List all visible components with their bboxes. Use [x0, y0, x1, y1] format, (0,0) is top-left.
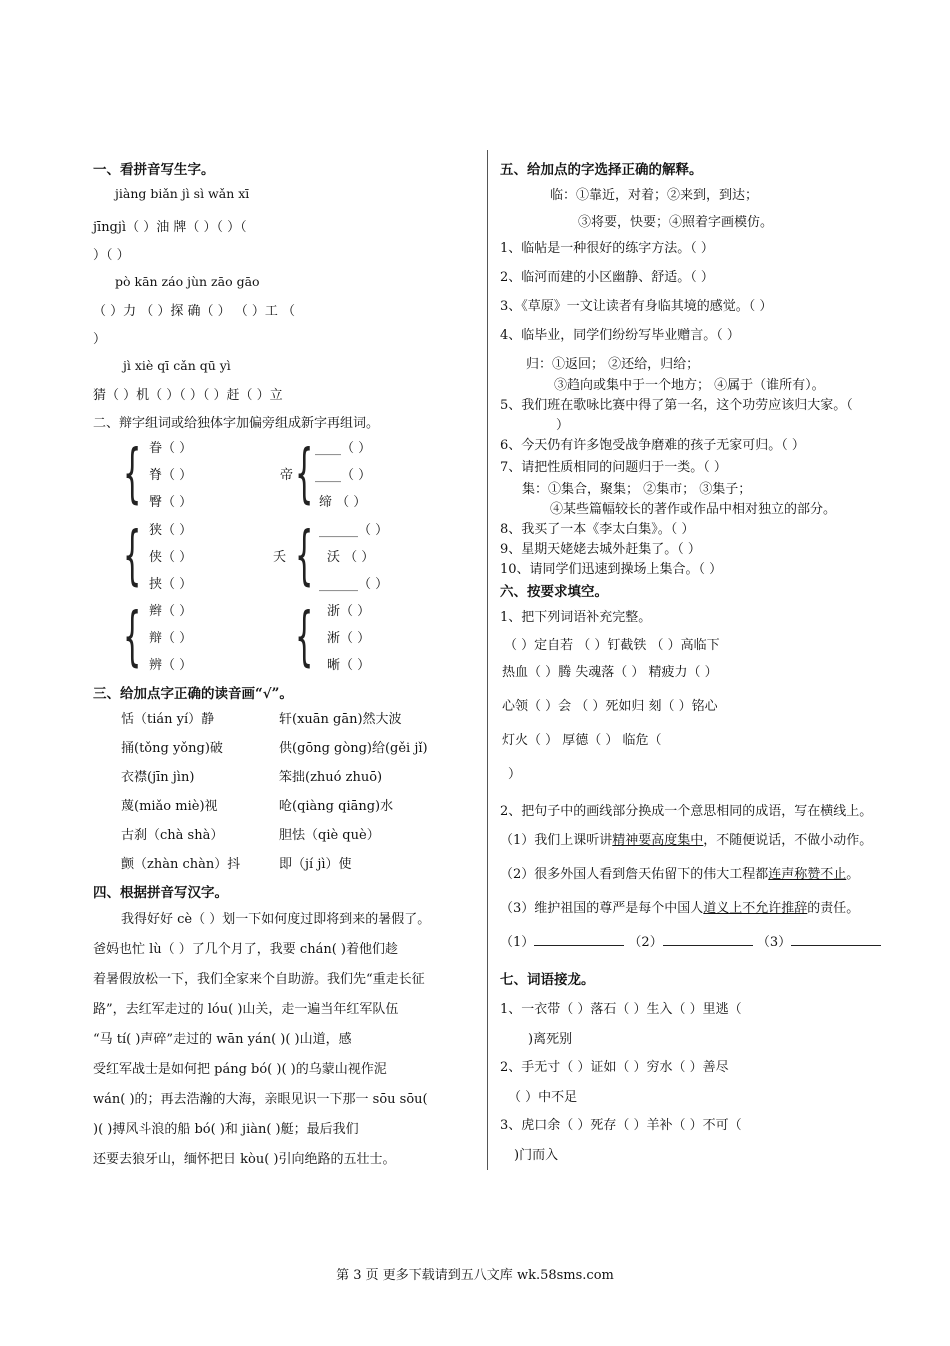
question-item: 7、请把性质相同的问题归于一类。（ ）	[500, 460, 727, 475]
passage-line: wán( )的；再去浩瀚的大海，亲眼见识一下那一 sōu sōu(	[93, 1092, 428, 1107]
answer-blank-3[interactable]	[791, 935, 881, 946]
pinyin-row-1: jiàng biǎn jì sì wǎn xī	[115, 186, 250, 201]
page-footer: 第 3 页 更多下载请到五八文库 wk.58sms.com	[336, 1268, 614, 1283]
passage-line: “马 tí( )声碎”走过的 wān yán( )( )山道，感	[93, 1032, 352, 1047]
answer-label: （1）	[500, 935, 535, 950]
blank-row-1: jīngjì（ ）油 牌（ ）（ ）（	[93, 220, 247, 235]
pronunciation-item: 笨拙(zhuó zhuō)	[279, 770, 383, 785]
idiom-fill-row: 热血（ ）腾 失魂落（ ） 精疲力（ ）	[502, 665, 718, 680]
left-brace-1: {	[123, 437, 142, 511]
new-char-item: ______（ ）	[319, 577, 389, 592]
idiom-fill-row: （ ）定自若 （ ）钉截铁 （ ）高临下	[504, 638, 720, 653]
char-group-3-item: 辩（ ）	[149, 631, 193, 646]
question-item: 10、请同学们迅速到操场上集合。（ ）	[500, 562, 723, 577]
chain-line: )离死别	[528, 1032, 573, 1047]
passage-line: )( )搏风斗浪的船 bó( )和 jiàn( )艇；最后我们	[93, 1122, 359, 1137]
pronunciation-item: 即（jí jì）使	[279, 857, 352, 872]
question-item: 8、我买了一本《李太白集》。（ ）	[500, 522, 695, 537]
question-item: 3、《草原》一文让读者有身临其境的感觉。（ ）	[500, 299, 773, 314]
chain-line: 3、虎口余（ ）死存（ ）羊补（ ）不可（	[500, 1118, 742, 1133]
definition-ji-1: 集：①集合，聚集； ②集市； ③集子；	[522, 482, 752, 497]
blank-row-3: （ ）力 （ ）探 确（ ） （ ）工 （	[93, 304, 296, 319]
sentence-2	[500, 863, 859, 882]
section-5-title: 五、给加点的字选择正确的解释。	[500, 162, 703, 178]
blank-row-2: ）（ ）	[93, 248, 130, 263]
underlined-phrase: 精神要高度集中	[612, 833, 704, 848]
chain-line: 1、一衣带（ ）落石（ ）生入（ ）里逃（	[500, 1002, 742, 1017]
subquestion-title: 2、把句子中的画线部分换成一个意思相同的成语，写在横线上。	[500, 804, 873, 819]
passage-line: 爸妈也忙 lù（ ）了几个月了，我要 chán( )着他们趁	[93, 942, 398, 957]
blank-row-5: 猜（ ）机（ ）（ ）（ ）赶（ ）立	[93, 388, 283, 403]
pronunciation-item: 供(gōng gòng)给(gěi jǐ)	[279, 741, 428, 756]
char-group-1-item: 眷（ ）	[149, 441, 193, 456]
sentence-text: 的责任。	[807, 901, 860, 916]
left-brace-6: {	[295, 600, 314, 674]
definition-ji-2: ④某些篇幅较长的著作或作品中相对独立的部分。	[550, 502, 837, 517]
column-divider	[487, 150, 488, 1170]
pronunciation-item: 呛(qiàng qiāng)水	[279, 799, 394, 814]
new-char-item: 缔 （ ）	[319, 495, 367, 510]
definition-lin-2: ③将要，快要；④照着字画模仿。	[578, 215, 774, 230]
section-3-title: 三、给加点字正确的读音画“√”。	[93, 686, 293, 702]
passage-line: 着暑假放松一下，我们全家来个自助游。我们先“重走长征	[93, 972, 425, 987]
sentence-text: （2）很多外国人看到詹天佑留下的伟大工程都	[500, 867, 769, 882]
definition-gui-2: ③趋向或集中于一个地方； ④属于（谁所有）。	[554, 378, 825, 393]
pronunciation-item: 恬（tián yí）静	[121, 712, 215, 727]
new-char-item: ____（ ）	[315, 441, 372, 456]
section-6-title: 六、按要求填空。	[500, 584, 608, 600]
section-2-title: 二、辩字组词或给独体字加偏旁组成新字再组词。	[93, 416, 380, 431]
char-group-2-item: 挟（ ）	[149, 577, 193, 592]
definition-gui-1: 归：①返回； ②还给，归给；	[526, 357, 700, 372]
pronunciation-item: 捅(tǒng yǒng)破	[121, 741, 223, 756]
sentence-3	[500, 897, 859, 916]
char-group-2-item: 侠（ ）	[149, 550, 193, 565]
section-1-title: 一、看拼音写生字。	[93, 162, 215, 178]
answer-label: （3）	[756, 935, 792, 950]
pinyin-row-2: pò kān záo jùn zāo gāo	[115, 274, 260, 289]
passage-line: 我得好好 cè（ ）划一下如何度过即将到来的暑假了。	[121, 912, 431, 927]
question-item: 5、我们班在歌咏比赛中得了第一名，这个功劳应该归大家。（	[500, 398, 853, 413]
pronunciation-item: 衣襟(jīn jìn)	[121, 770, 195, 785]
new-char-item: 浙（ ）	[327, 604, 371, 619]
base-char-di: 帝	[280, 468, 294, 483]
left-brace-5: {	[123, 600, 142, 674]
pronunciation-item: 蔑(miǎo miè)视	[121, 799, 218, 814]
sentence-text: （3）维护祖国的尊严是每个中国人	[500, 901, 704, 916]
passage-line: 受红军战士是如何把 páng bó( )( )的乌蒙山视作泥	[93, 1062, 387, 1077]
idiom-fill-row: ）	[508, 767, 522, 782]
new-char-item: 淅（ ）	[327, 631, 371, 646]
question-item: 6、今天仍有许多饱受战争磨难的孩子无家可归。（ ）	[500, 438, 805, 453]
left-brace-3: {	[123, 519, 142, 593]
idiom-fill-row: 心领（ ）会 （ ）死如归 刻（ ）铭心	[502, 699, 718, 714]
sentence-1	[500, 829, 872, 848]
char-group-1-item: 脊（ ）	[149, 468, 193, 483]
definition-lin-1: 临：①靠近，对着；②来到，到达；	[550, 188, 759, 203]
idiom-fill-row: 灯火（ ） 厚德（ ） 临危（	[502, 733, 662, 748]
char-group-1-item: 臀（ ）	[149, 495, 193, 510]
pronunciation-item: 胆怯（qiè què）	[279, 828, 380, 843]
new-char-item: 沃 （ ）	[327, 550, 375, 565]
chain-line: 2、手无寸（ ）证如（ ）穷水（ ）善尽	[500, 1060, 729, 1075]
left-brace-2: {	[295, 437, 314, 511]
pronunciation-item: 颤（zhàn chàn）抖	[121, 857, 241, 872]
question-item: 1、临帖是一种很好的练字方法。（ ）	[500, 241, 714, 256]
answer-blank-1[interactable]	[534, 935, 624, 946]
chain-line: )门而入	[514, 1148, 559, 1163]
new-char-item: ______（ ）	[319, 523, 389, 538]
underlined-phrase: 道义上不允许推辞	[703, 901, 808, 916]
question-item: 9、星期天姥姥去城外赶集了。（ ）	[500, 542, 701, 557]
chain-line: （ ）中不足	[508, 1090, 578, 1105]
new-char-item: 晰（ ）	[327, 658, 371, 673]
passage-line: 路”，去红军走过的 lóu( )山关，走一遍当年红军队伍	[93, 1002, 399, 1017]
char-group-2-item: 狭（ ）	[149, 523, 193, 538]
pronunciation-item: 轩(xuān gān)然大波	[279, 712, 402, 727]
sentence-text: 。	[846, 867, 860, 882]
new-char-item: ____（ ）	[315, 468, 372, 483]
underlined-phrase: 连声称赞不止	[768, 867, 847, 882]
answer-label: （2）	[628, 935, 663, 950]
passage-line: 还要去狼牙山，缅怀把日 kòu( )引向绝路的五壮士。	[93, 1152, 396, 1167]
answer-lines	[500, 931, 881, 950]
sentence-text: ，不随便说话，不做小动作。	[703, 833, 873, 848]
question-item: 4、临毕业，同学们纷纷写毕业赠言。（ ）	[500, 328, 740, 343]
char-group-3-item: 辫（ ）	[149, 604, 193, 619]
left-brace-4: {	[295, 519, 314, 593]
pinyin-row-3: jì xiè qī cǎn qū yì	[123, 358, 231, 373]
question-item: 2、临河而建的小区幽静、舒适。（ ）	[500, 270, 714, 285]
pronunciation-item: 古刹（chà shà）	[121, 828, 224, 843]
answer-blank-2[interactable]	[663, 935, 753, 946]
base-char-yao: 夭	[273, 550, 287, 565]
blank-row-4: ）	[93, 332, 107, 347]
subquestion-title: 1、把下列词语补充完整。	[500, 610, 652, 625]
char-group-3-item: 辨（ ）	[149, 658, 193, 673]
question-item: ）	[556, 418, 570, 433]
sentence-text: （1）我们上课听讲	[500, 833, 613, 848]
section-7-title: 七、词语接龙。	[500, 972, 595, 988]
section-4-title: 四、根据拼音写汉字。	[93, 885, 228, 901]
